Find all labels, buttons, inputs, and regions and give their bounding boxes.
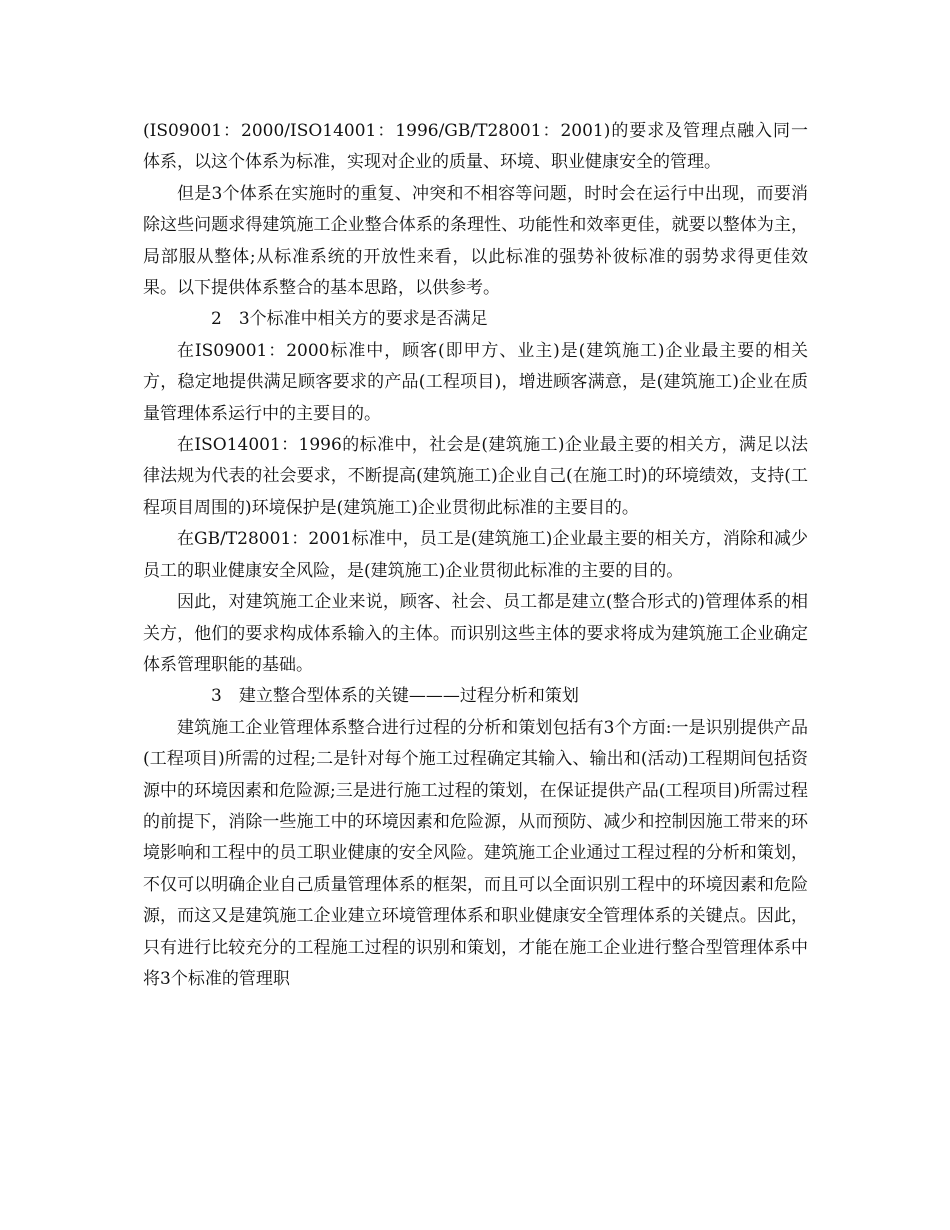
paragraph: 在ISO14001：1996的标准中，社会是(建筑施工)企业最主要的相关方，满足以法律法规为代表的社会要求，不断提高(建筑施工)企业自己(在施工时)的环境绩效，支持(工程项目周围的)环境保护是(建筑施工)企业贯彻此标准的主要目的。 <box>143 435 808 518</box>
section-number: 3 <box>211 686 222 707</box>
paragraph-continuation: (IS09001：2000/ISO14001：1996/GB/T28001：2001)的要求及管理点融入同一体系，以这个体系为标准，实现对企业的质量、环境、职业健康安全的管理。 <box>143 121 808 173</box>
section-number: 2 <box>211 309 222 330</box>
paragraph: 建筑施工企业管理体系整合进行过程的分析和策划包括有3个方面:一是识别提供产品(工程项目)所需的过程;二是针对每个施工过程确定其输入、输出和(活动)工程期间包括资源中的环境因素和危险源;三是进行施工过程的策划，在保证提供产品(工程项目)所需过程的前提下，消除一些施工中的环境因素和危险源，从而预防、减少和控制因施工带来的环境影响和工程中的员工职业健康的安全风险。建筑施工企业通过工程过程的分析和策划，不仅可以明确企业自己质量管理体系的框架，而且可以全面识别工程中的环境因素和危险源，而这又是建筑施工企业建立环境管理体系和职业健康安全管理体系的关键点。因此，只有进行比较充分的工程施工过程的识别和策划，才能在施工企业进行整合型管理体系中将3个标准的管理职 <box>143 717 808 989</box>
section-heading <box>143 681 808 712</box>
section-heading <box>143 304 808 335</box>
section-title: 建立整合型体系的关键———过程分析和策划 <box>238 686 579 707</box>
paragraph: 因此，对建筑施工企业来说，顾客、社会、员工都是建立(整合形式的)管理体系的相关方，他们的要求构成体系输入的主体。而识别这些主体的要求将成为建筑施工企业确定体系管理职能的基础。 <box>143 592 808 675</box>
section-title: 3个标准中相关方的要求是否满足 <box>238 309 488 330</box>
paragraph: 但是3个体系在实施时的重复、冲突和不相容等问题，时时会在运行中出现，而要消除这些问题求得建筑施工企业整合体系的条理性、功能性和效率更佳，就要以整体为主，局部服从整体;从标准系统的开放性来看，以此标准的强势补彼标准的弱势求得更佳效果。以下提供体系整合的基本思路，以供参考。 <box>143 183 808 299</box>
paragraph: 在IS09001：2000标准中，顾客(即甲方、业主)是(建筑施工)企业最主要的相关方，稳定地提供满足顾客要求的产品(工程项目)，增进顾客满意，是(建筑施工)企业在质量管理体系运行中的主要目的。 <box>143 340 808 424</box>
document-body <box>143 116 808 995</box>
paragraph: 在GB/T28001：2001标准中，员工是(建筑施工)企业最主要的相关方，消除和减少员工的职业健康安全风险，是(建筑施工)企业贯彻此标准的主要的目的。 <box>143 529 808 581</box>
